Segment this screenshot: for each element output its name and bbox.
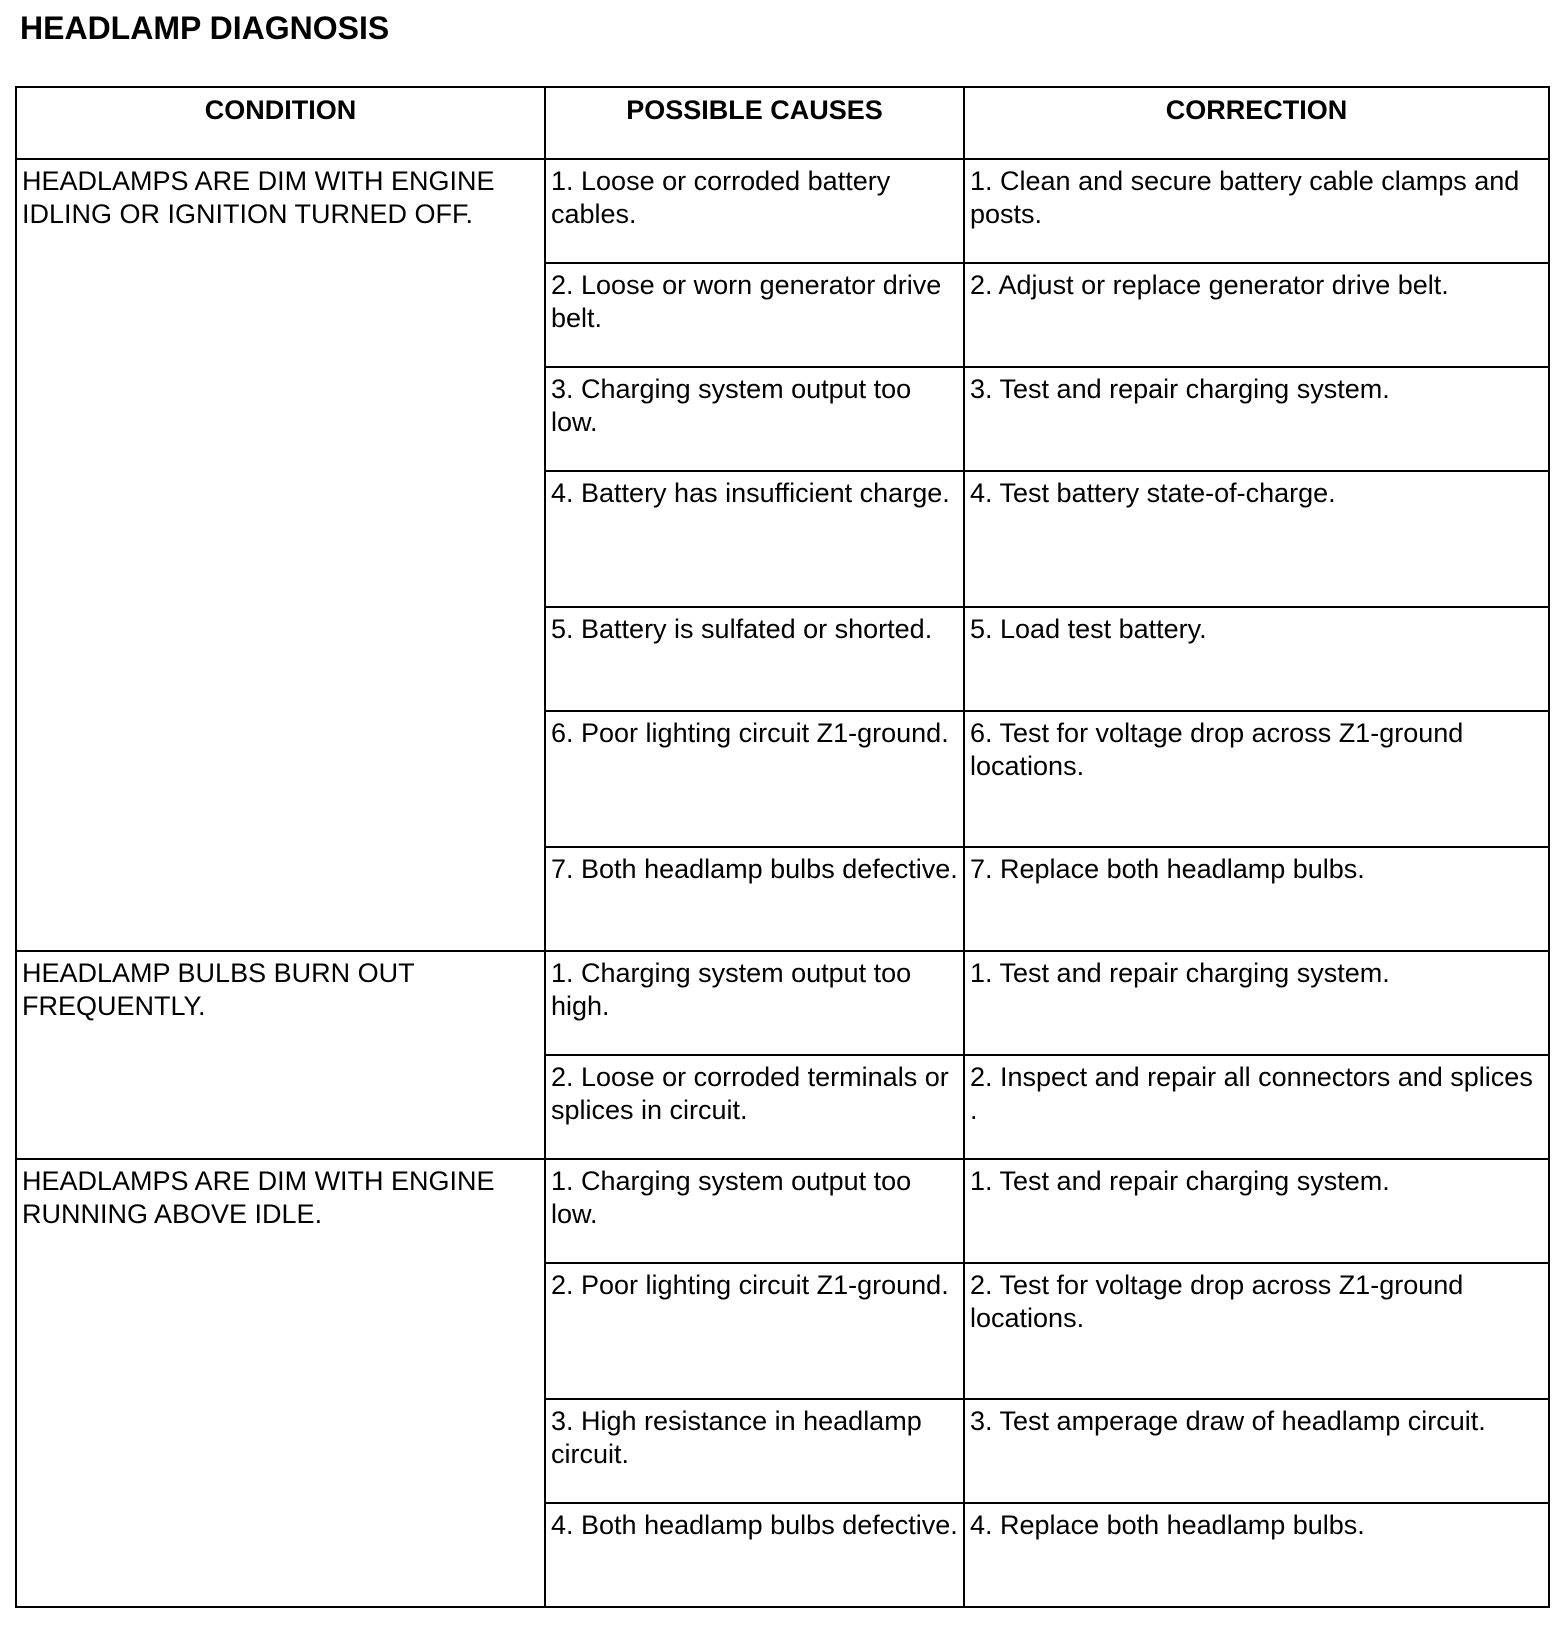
header-condition: CONDITION bbox=[16, 87, 545, 159]
correction-cell: 1. Test and repair charging system. bbox=[964, 951, 1549, 1055]
cause-cell: 1. Charging system output too high. bbox=[545, 951, 964, 1055]
cause-cell: 6. Poor lighting circuit Z1-ground. bbox=[545, 711, 964, 847]
correction-cell: 2. Test for voltage drop across Z1-ground locations. bbox=[964, 1263, 1549, 1399]
page-title: HEADLAMP DIAGNOSIS bbox=[20, 10, 390, 46]
cause-cell: 4. Both headlamp bulbs defective. bbox=[545, 1503, 964, 1607]
correction-cell: 3. Test amperage draw of headlamp circuit. bbox=[964, 1399, 1549, 1503]
correction-cell: 5. Load test battery. bbox=[964, 607, 1549, 711]
correction-cell: 4. Test battery state-of-charge. bbox=[964, 471, 1549, 607]
correction-cell: 3. Test and repair charging system. bbox=[964, 367, 1549, 471]
table-row bbox=[16, 951, 1549, 1055]
cause-cell: 2. Loose or corroded terminals or splices in circuit. bbox=[545, 1055, 964, 1159]
cause-cell: 3. Charging system output too low. bbox=[545, 367, 964, 471]
table-row bbox=[16, 159, 1549, 263]
condition-cell: HEADLAMPS ARE DIM WITH ENGINE RUNNING ABOVE IDLE. bbox=[16, 1159, 545, 1607]
correction-cell: 4. Replace both headlamp bulbs. bbox=[964, 1503, 1549, 1607]
table-row bbox=[16, 1159, 1549, 1263]
condition-cell: HEADLAMPS ARE DIM WITH ENGINE IDLING OR IGNITION TURNED OFF. bbox=[16, 159, 545, 951]
header-correction: CORRECTION bbox=[964, 87, 1549, 159]
correction-cell: 1. Test and repair charging system. bbox=[964, 1159, 1549, 1263]
diagnosis-table bbox=[15, 86, 1550, 1608]
header-possible-causes: POSSIBLE CAUSES bbox=[545, 87, 964, 159]
cause-cell: 1. Loose or corroded battery cables. bbox=[545, 159, 964, 263]
correction-cell: 2. Inspect and repair all connectors and splices . bbox=[964, 1055, 1549, 1159]
correction-cell: 2. Adjust or replace generator drive belt. bbox=[964, 263, 1549, 367]
cause-cell: 7. Both headlamp bulbs defective. bbox=[545, 847, 964, 951]
cause-cell: 5. Battery is sulfated or shorted. bbox=[545, 607, 964, 711]
cause-cell: 2. Poor lighting circuit Z1-ground. bbox=[545, 1263, 964, 1399]
cause-cell: 1. Charging system output too low. bbox=[545, 1159, 964, 1263]
cause-cell: 3. High resistance in headlamp circuit. bbox=[545, 1399, 964, 1503]
correction-cell: 6. Test for voltage drop across Z1-ground locations. bbox=[964, 711, 1549, 847]
table-header-row bbox=[16, 87, 1549, 159]
cause-cell: 4. Battery has insufficient charge. bbox=[545, 471, 964, 607]
correction-cell: 1. Clean and secure battery cable clamps and posts. bbox=[964, 159, 1549, 263]
cause-cell: 2. Loose or worn generator drive belt. bbox=[545, 263, 964, 367]
correction-cell: 7. Replace both headlamp bulbs. bbox=[964, 847, 1549, 951]
condition-cell: HEADLAMP BULBS BURN OUT FREQUENTLY. bbox=[16, 951, 545, 1159]
